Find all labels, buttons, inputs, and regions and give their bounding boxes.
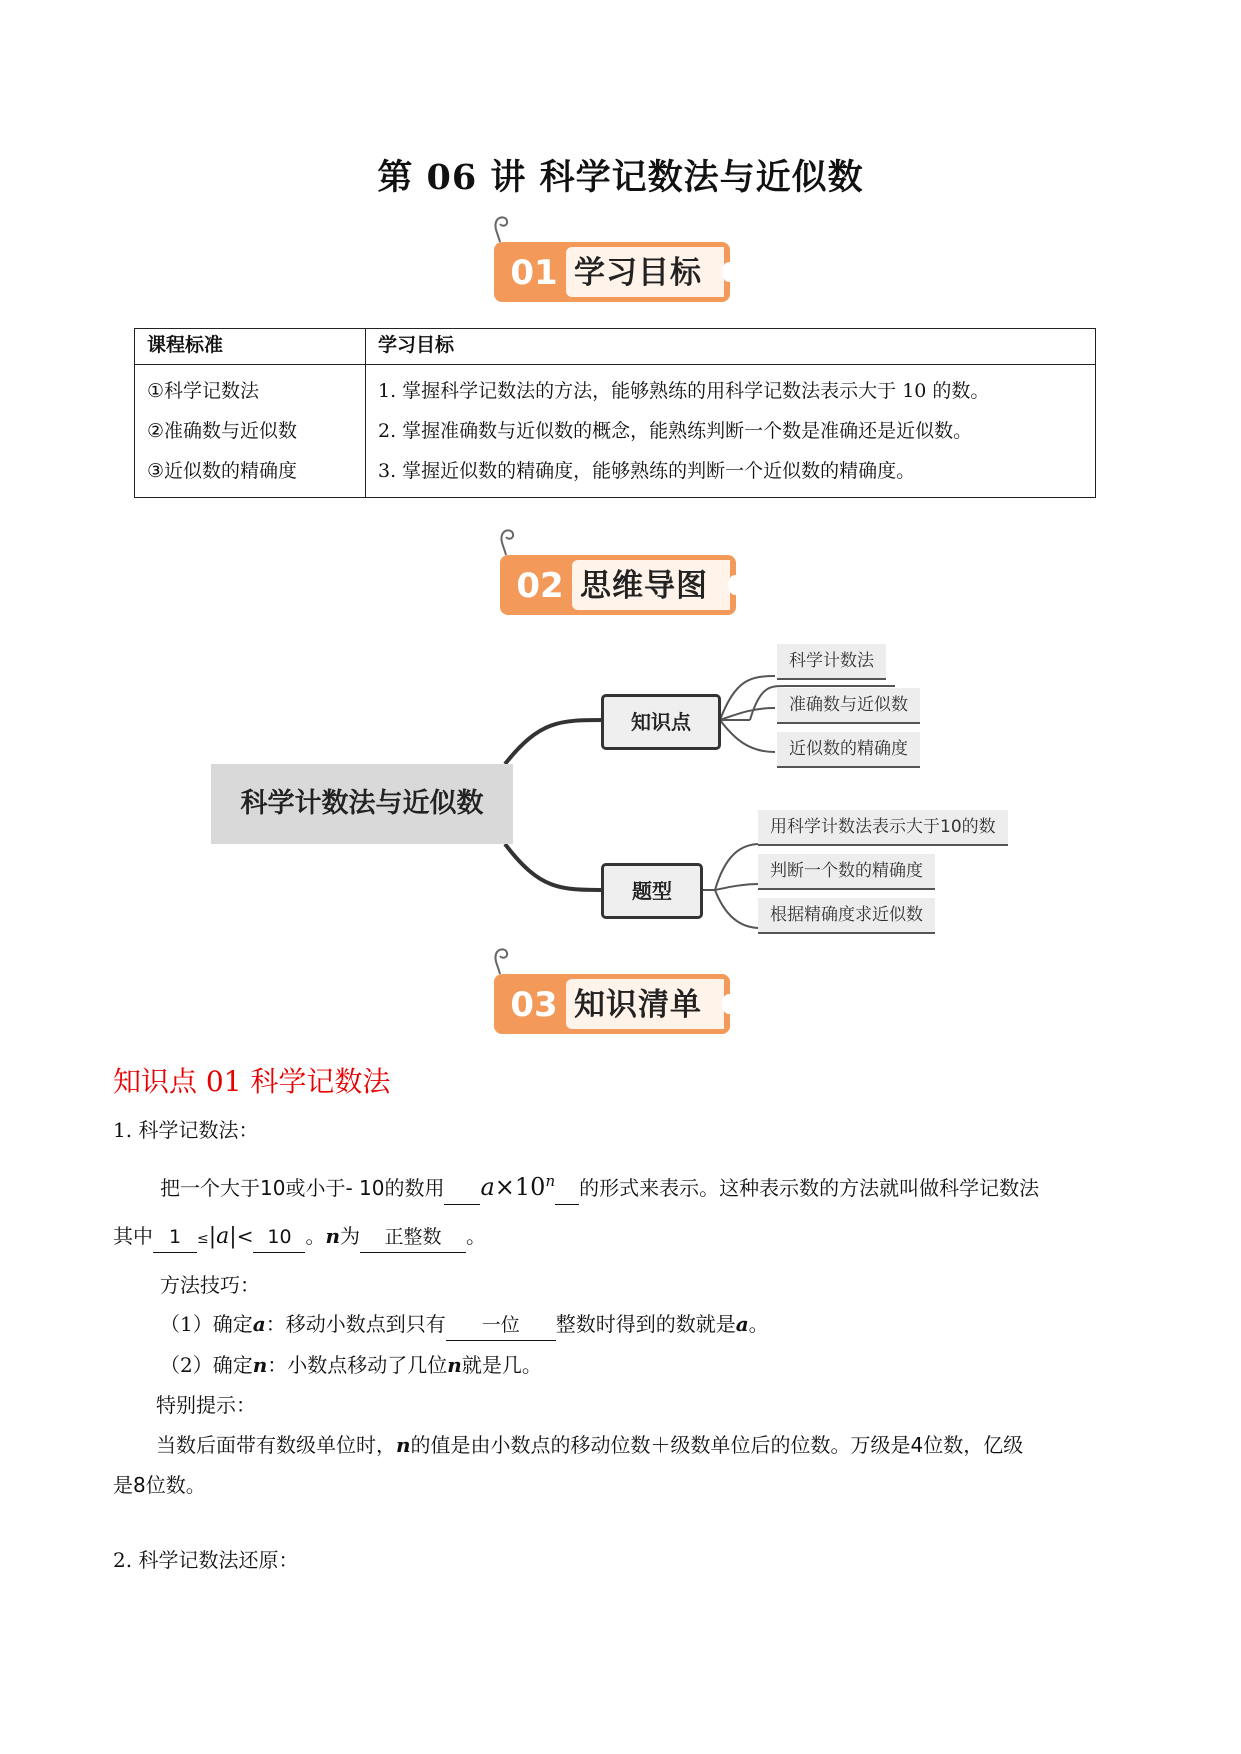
mind-map-leaf: 近似数的精确度 xyxy=(777,732,920,768)
section-label: 学习目标 xyxy=(574,255,702,291)
objective-item: 2. 掌握准确数与近似数的概念，能熟练判断一个数是准确还是近似数。 xyxy=(378,420,973,442)
mind-map-leaf: 准确数与近似数 xyxy=(777,688,920,724)
mind-map-leaf: 判断一个数的精确度 xyxy=(758,854,935,890)
text: 是 xyxy=(113,1473,133,1497)
definition-line xyxy=(160,1166,1039,1205)
table-header-row xyxy=(135,329,1096,365)
blank-answer: 正整数 xyxy=(360,1222,466,1253)
pin-icon xyxy=(488,946,514,976)
text: 就是几。 xyxy=(461,1353,542,1377)
text: 位数。 xyxy=(145,1473,206,1497)
blank-underline xyxy=(555,1174,579,1205)
symbol: < xyxy=(236,1224,254,1248)
mind-map xyxy=(0,620,1241,940)
tip-line xyxy=(160,1350,542,1380)
text: ：移动小数点到只有 xyxy=(265,1312,446,1336)
knowledge-point-heading: 知识点 01 科学记数法 xyxy=(113,1065,391,1098)
text: 其中 xyxy=(113,1224,153,1248)
objective-item: 3. 掌握近似数的精确度，能够熟练的判断一个近似数的精确度。 xyxy=(378,460,916,482)
formula xyxy=(480,1173,555,1201)
number: 8 xyxy=(133,1473,146,1497)
tips-title: 方法技巧： xyxy=(160,1273,260,1297)
text: （1）确定 xyxy=(160,1312,253,1336)
table-header-standard: 课程标准 xyxy=(135,329,366,365)
text: 把一个大于 xyxy=(160,1176,260,1200)
banner-notch xyxy=(722,262,736,282)
variable-a: a xyxy=(735,1312,749,1336)
abs-a: |a| xyxy=(208,1224,237,1249)
section-label: 思维导图 xyxy=(580,568,708,604)
text: （2）确定 xyxy=(160,1353,253,1377)
variable-n: n xyxy=(396,1433,411,1457)
number: 4 xyxy=(910,1433,924,1457)
standard-item: ①科学记数法 xyxy=(147,380,260,402)
item-title: 2. 科学记数法还原： xyxy=(113,1548,299,1572)
mind-map-branch: 题型 xyxy=(601,863,703,919)
formula-exponent: n xyxy=(545,1172,556,1190)
blank-answer: 1 xyxy=(153,1222,197,1253)
mind-map-leaf: 科学计数法 xyxy=(777,644,886,680)
mind-map-leaf: 根据精确度求近似数 xyxy=(758,898,935,934)
note-line xyxy=(113,1470,206,1500)
table-header-objective: 学习目标 xyxy=(366,329,1096,365)
text: 当数后面带有数级单位时， xyxy=(156,1433,396,1457)
symbol: ≤ xyxy=(197,1231,209,1247)
text: 位数，亿级 xyxy=(923,1433,1024,1457)
text: 。 xyxy=(748,1312,769,1336)
variable-n: n xyxy=(252,1353,268,1377)
text: 的数用 xyxy=(384,1176,445,1200)
note-title: 特别提示： xyxy=(156,1393,256,1417)
section-banner-03 xyxy=(494,956,734,1028)
pin-icon xyxy=(488,214,514,244)
blank-underline xyxy=(444,1174,480,1205)
section-number: 02 xyxy=(516,566,564,606)
condition-line xyxy=(113,1221,486,1254)
section-banner-02 xyxy=(500,537,740,609)
pin-icon xyxy=(494,527,520,557)
formula-a: a xyxy=(480,1173,495,1201)
table-row xyxy=(135,365,1096,498)
text: 为 xyxy=(340,1224,360,1248)
variable-a: a xyxy=(252,1312,266,1336)
goals-table xyxy=(134,328,1096,498)
standards-cell xyxy=(135,365,366,498)
banner-notch xyxy=(728,575,742,595)
standard-item: ②准确数与近似数 xyxy=(147,420,298,442)
section-banner-01 xyxy=(494,224,734,296)
tip-line xyxy=(160,1309,769,1341)
text: 。 xyxy=(305,1224,326,1248)
item-title: 1. 科学记数法： xyxy=(113,1118,259,1142)
text: ：小数点移动了几位 xyxy=(267,1353,448,1377)
section-label: 知识清单 xyxy=(574,987,702,1023)
formula-times: ×10 xyxy=(494,1173,546,1201)
blank-answer: 10 xyxy=(253,1222,305,1253)
text: 的形式来表示。这种表示数的方法就叫做科学记数法 xyxy=(579,1176,1040,1200)
text: 的值是由小数点的移动位数＋级数单位后的位数。万级是 xyxy=(410,1433,911,1457)
variable-n: n xyxy=(447,1353,462,1377)
standard-item: ③近似数的精确度 xyxy=(147,460,298,482)
number: - 10 xyxy=(345,1176,385,1200)
blank-answer: 一位 xyxy=(446,1310,556,1341)
text: 整数时得到的数就是 xyxy=(555,1312,736,1336)
objectives-cell xyxy=(366,365,1096,498)
mind-map-branch: 知识点 xyxy=(601,694,721,750)
number: 10 xyxy=(260,1176,286,1200)
page-title: 第 06 讲 科学记数法与近似数 xyxy=(377,157,864,198)
mind-map-leaf: 用科学计数法表示大于10的数 xyxy=(758,810,1008,846)
banner-notch xyxy=(722,994,736,1014)
note-line xyxy=(156,1430,1023,1460)
text: 或小于 xyxy=(285,1176,346,1200)
section-number: 03 xyxy=(510,985,558,1025)
variable-n: n xyxy=(325,1224,340,1248)
objective-item: 1. 掌握科学记数法的方法，能够熟练的用科学记数法表示大于 10 的数。 xyxy=(378,380,990,402)
mind-map-root: 科学计数法与近似数 xyxy=(211,764,513,844)
section-number: 01 xyxy=(510,253,558,293)
text: 。 xyxy=(466,1224,486,1248)
